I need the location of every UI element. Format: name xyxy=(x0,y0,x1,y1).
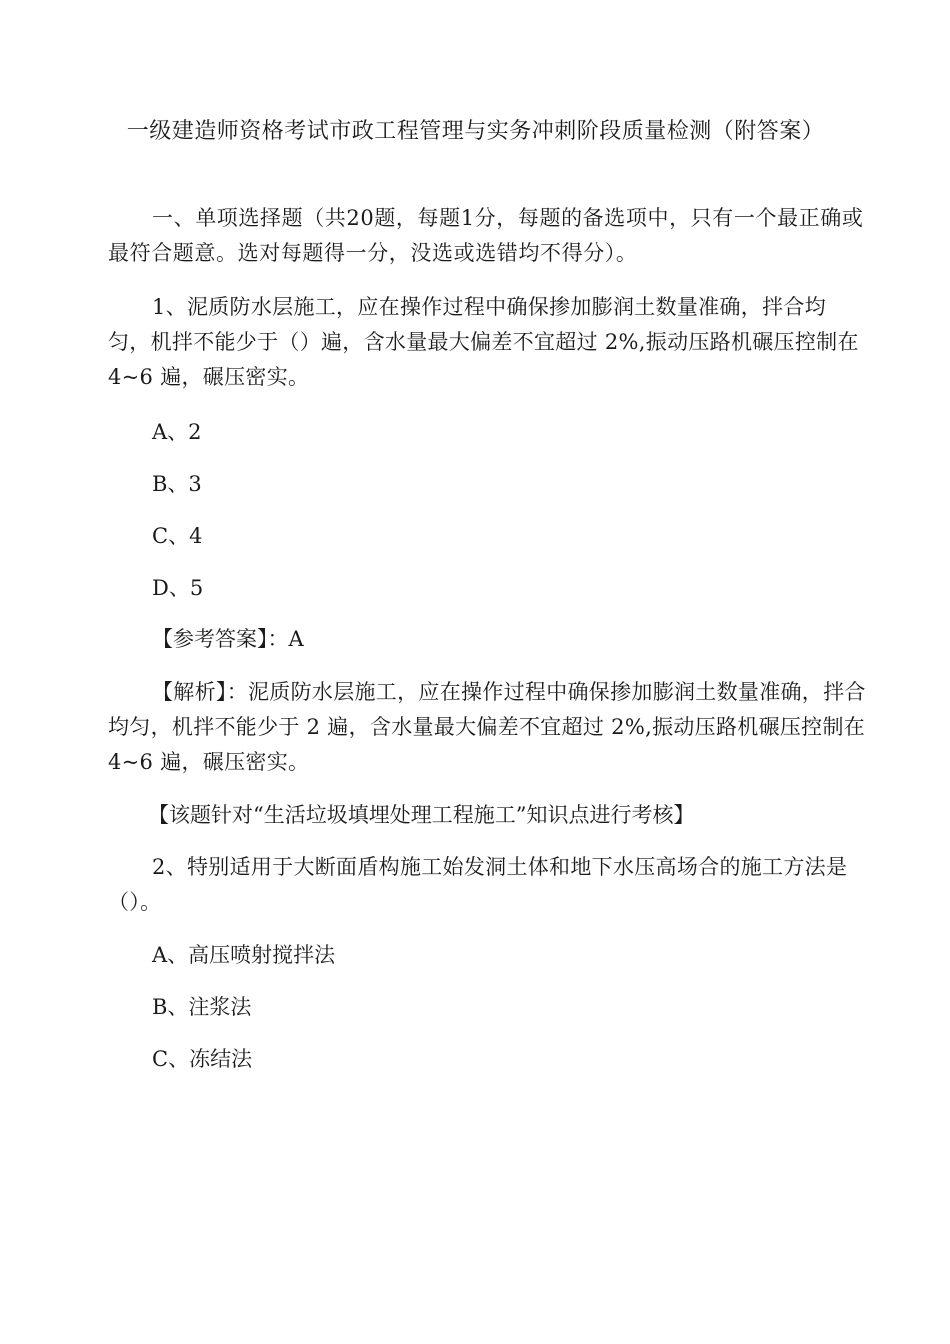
question-2-stem: 2、特别适用于大断面盾构施工始发洞土体和地下水压高场合的施工方法是（）。 xyxy=(108,855,848,914)
question-1-option-d: D、5 xyxy=(152,576,204,600)
question-2-option-c: C、冻结法 xyxy=(152,1047,253,1071)
document-title: 一级建造师资格考试市政工程管理与实务冲刺阶段质量检测（附答案） xyxy=(126,119,825,144)
question-1-knowledge-tag: 【该题针对“生活垃圾填埋处理工程施工”知识点进行考核】 xyxy=(148,803,695,827)
question-1-option-a: A、2 xyxy=(152,420,202,444)
question-1-option-b: B、3 xyxy=(152,472,202,496)
question-1-stem: 1、泥质防水层施工，应在操作过程中确保掺加膨润土数量准确，拌合均匀，机拌不能少于（）遍，含水量最大偏差不宜超过 2%,振动压路机碾压控制在 4~6 遍，碾压密实。 xyxy=(108,295,859,389)
question-2-option-b: B、注浆法 xyxy=(152,995,252,1019)
section-heading: 一、单项选择题（共20题，每题1分，每题的备选项中，只有一个最正确或最符合题意。选对每题得一分，没选或选错均不得分）。 xyxy=(108,206,864,265)
question-2-option-a: A、高压喷射搅拌法 xyxy=(152,943,336,967)
question-1-answer: 【参考答案】：A xyxy=(152,627,304,651)
question-1-option-c: C、4 xyxy=(152,524,203,548)
question-1-explanation: 【解析】：泥质防水层施工，应在操作过程中确保掺加膨润土数量准确，拌合均匀，机拌不能少于 2 遍，含水量最大偏差不宜超过 2%,振动压路机碾压控制在 4~6 遍，碾压密实。 xyxy=(108,680,866,774)
